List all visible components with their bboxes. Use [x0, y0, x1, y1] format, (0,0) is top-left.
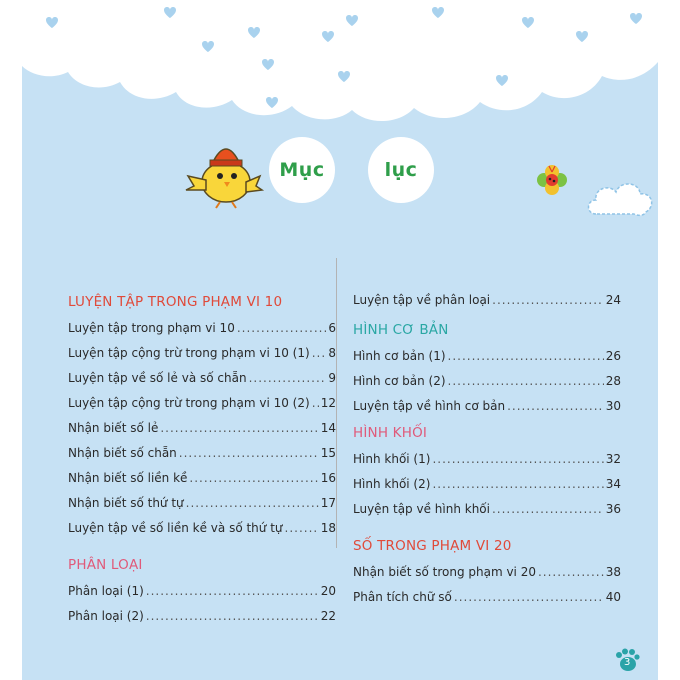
entry-title: Hình khối (2) — [353, 477, 431, 491]
toc-entry[interactable] — [68, 316, 336, 341]
toc-entry[interactable] — [68, 604, 336, 629]
entry-page: 8 — [328, 346, 336, 360]
toc-entry[interactable] — [68, 366, 336, 391]
toc-entry[interactable] — [353, 497, 621, 522]
entry-page: 24 — [605, 293, 621, 307]
section-heading: PHÂN LOẠI — [68, 557, 143, 573]
entry-page: 16 — [320, 471, 336, 485]
entry-page: 26 — [605, 349, 621, 363]
page-number-badge — [614, 648, 640, 672]
entry-page: 36 — [605, 502, 621, 516]
section-heading: HÌNH KHỐI — [353, 425, 428, 441]
entry-title: Luyện tập về phân loại — [353, 293, 491, 307]
entry-page: 18 — [320, 521, 336, 535]
small-cloud-icon — [584, 174, 658, 220]
section-heading: SỐ TRONG PHẠM VI 20 — [353, 538, 512, 554]
entry-title: Luyện tập về hình cơ bản — [353, 399, 506, 413]
entry-title: Luyện tập về số lẻ và số chẵn — [68, 371, 247, 385]
toc-entry[interactable] — [353, 369, 621, 394]
entry-title: Nhận biết số liền kề — [68, 471, 188, 485]
entry-title: Luyện tập về số liền kề và số thứ tự — [68, 521, 283, 535]
ladybug-flower-icon — [532, 160, 572, 198]
toc-entry[interactable] — [353, 585, 621, 610]
toc-entry[interactable] — [68, 441, 336, 466]
entry-title: Phân tích chữ số — [353, 590, 452, 604]
toc-entry[interactable] — [68, 341, 336, 366]
entry-title: Nhận biết số lẻ — [68, 421, 159, 435]
toc-entry[interactable] — [353, 344, 621, 369]
entry-page: 15 — [320, 446, 336, 460]
toc-title-word-1: Mục — [279, 159, 325, 181]
toc-entry[interactable] — [353, 394, 621, 419]
entry-title: Luyện tập về hình khối — [353, 502, 490, 516]
entry-title: Hình khối (1) — [353, 452, 431, 466]
section-heading: HÌNH CƠ BẢN — [353, 322, 449, 338]
section-heading: LUYỆN TẬP TRONG PHẠM VI 10 — [68, 294, 283, 310]
page-number: 3 — [624, 657, 631, 668]
entry-page: 20 — [320, 584, 336, 598]
toc-entry[interactable] — [353, 288, 621, 313]
toc-left-column — [68, 288, 336, 629]
entry-page: 30 — [605, 399, 621, 413]
entry-page: 6 — [328, 321, 336, 335]
column-divider — [336, 258, 337, 548]
chick-with-hat-icon — [182, 134, 266, 210]
entry-page: 17 — [320, 496, 336, 510]
toc-page — [22, 0, 658, 680]
entry-page: 40 — [605, 590, 621, 604]
cloud-header-decoration — [22, 0, 658, 130]
entry-page: 28 — [605, 374, 621, 388]
entry-title: Luyện tập trong phạm vi 10 — [68, 321, 235, 335]
entry-title: Phân loại (1) — [68, 584, 144, 598]
title-circle-1 — [269, 137, 335, 203]
toc-entry[interactable] — [68, 466, 336, 491]
entry-page: 34 — [605, 477, 621, 491]
toc-entry[interactable] — [68, 516, 336, 541]
entry-title: Nhận biết số trong phạm vi 20 — [353, 565, 536, 579]
toc-title-word-2: lục — [384, 159, 418, 181]
toc-entry[interactable] — [353, 472, 621, 497]
entry-page: 22 — [320, 609, 336, 623]
entry-title: Nhận biết số thứ tự — [68, 496, 184, 510]
entry-page: 38 — [605, 565, 621, 579]
entry-title: Luyện tập cộng trừ trong phạm vi 10 (2) — [68, 396, 310, 410]
toc-entry[interactable] — [68, 491, 336, 516]
toc-entry[interactable] — [353, 560, 621, 585]
toc-entry[interactable] — [68, 391, 336, 416]
entry-title: Phân loại (2) — [68, 609, 144, 623]
entry-title: Nhận biết số chẵn — [68, 446, 177, 460]
toc-entry[interactable] — [68, 416, 336, 441]
title-circle-2 — [368, 137, 434, 203]
entry-page: 12 — [320, 396, 336, 410]
entry-title: Luyện tập cộng trừ trong phạm vi 10 (1) — [68, 346, 310, 360]
entry-page: 32 — [605, 452, 621, 466]
entry-title: Hình cơ bản (2) — [353, 374, 446, 388]
entry-page: 9 — [328, 371, 336, 385]
toc-right-column — [353, 288, 621, 610]
entry-page: 14 — [320, 421, 336, 435]
entry-title: Hình cơ bản (1) — [353, 349, 446, 363]
toc-entry[interactable] — [353, 447, 621, 472]
toc-entry[interactable] — [68, 579, 336, 604]
